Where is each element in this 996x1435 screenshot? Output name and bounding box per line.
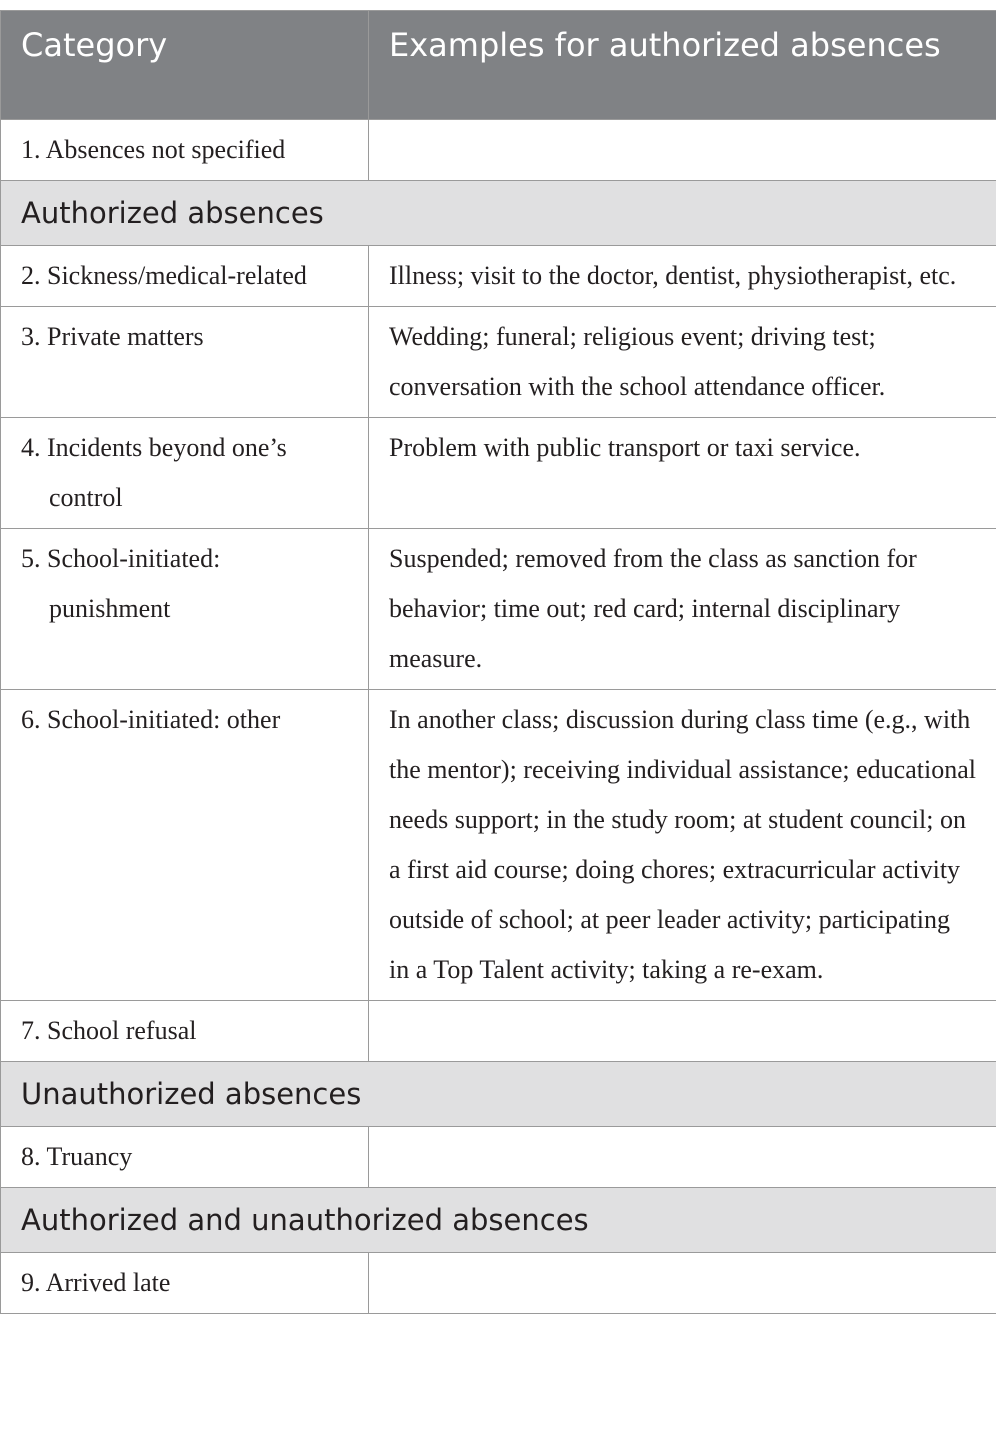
category-cell: 2. Sickness/medical-related	[1, 246, 369, 307]
category-cell: 4. Incidents beyond one’s control	[1, 418, 369, 529]
section-row	[1, 181, 996, 246]
examples-cell	[369, 1127, 996, 1188]
section-label: Authorized and unauthorized absences	[1, 1188, 996, 1253]
category-cell: 9. Arrived late	[1, 1253, 369, 1314]
section-row	[1, 1062, 996, 1127]
section-label: Unauthorized absences	[1, 1062, 996, 1127]
examples-cell: Wedding; funeral; religious event; driving test; conversation with the school attendance officer.	[369, 307, 996, 418]
table-row	[1, 690, 996, 1001]
examples-cell: Illness; visit to the doctor, dentist, physiotherapist, etc.	[369, 246, 996, 307]
examples-cell	[369, 1253, 996, 1314]
category-cell: 3. Private matters	[1, 307, 369, 418]
category-cell: 1. Absences not specified	[1, 120, 369, 181]
table-row	[1, 1001, 996, 1062]
absence-category-table	[0, 10, 996, 1314]
section-label: Authorized absences	[1, 181, 996, 246]
table-row	[1, 307, 996, 418]
examples-cell: Suspended; removed from the class as sanction for behavior; time out; red card; internal disciplinary measure.	[369, 529, 996, 690]
header-category: Category	[1, 11, 369, 120]
table-row	[1, 120, 996, 181]
section-row	[1, 1188, 996, 1253]
examples-cell	[369, 120, 996, 181]
examples-cell: In another class; discussion during class time (e.g., with the mentor); receiving individual assistance; educational needs support; in the study room; at student council; on a first aid course; doing chores; extracurricular activity outside of school; at peer leader activity; participating in a Top Talent activity; taking a re-exam.	[369, 690, 996, 1001]
category-cell: 8. Truancy	[1, 1127, 369, 1188]
examples-cell: Problem with public transport or taxi service.	[369, 418, 996, 529]
header-examples: Examples for authorized absences	[369, 11, 996, 120]
table-header-row	[1, 11, 996, 120]
category-cell: 7. School refusal	[1, 1001, 369, 1062]
table-row	[1, 246, 996, 307]
table-row	[1, 1127, 996, 1188]
table-row	[1, 418, 996, 529]
table-row	[1, 1253, 996, 1314]
category-cell: 6. School-initiated: other	[1, 690, 369, 1001]
category-cell: 5. School-initiated: punishment	[1, 529, 369, 690]
table-row	[1, 529, 996, 690]
examples-cell	[369, 1001, 996, 1062]
